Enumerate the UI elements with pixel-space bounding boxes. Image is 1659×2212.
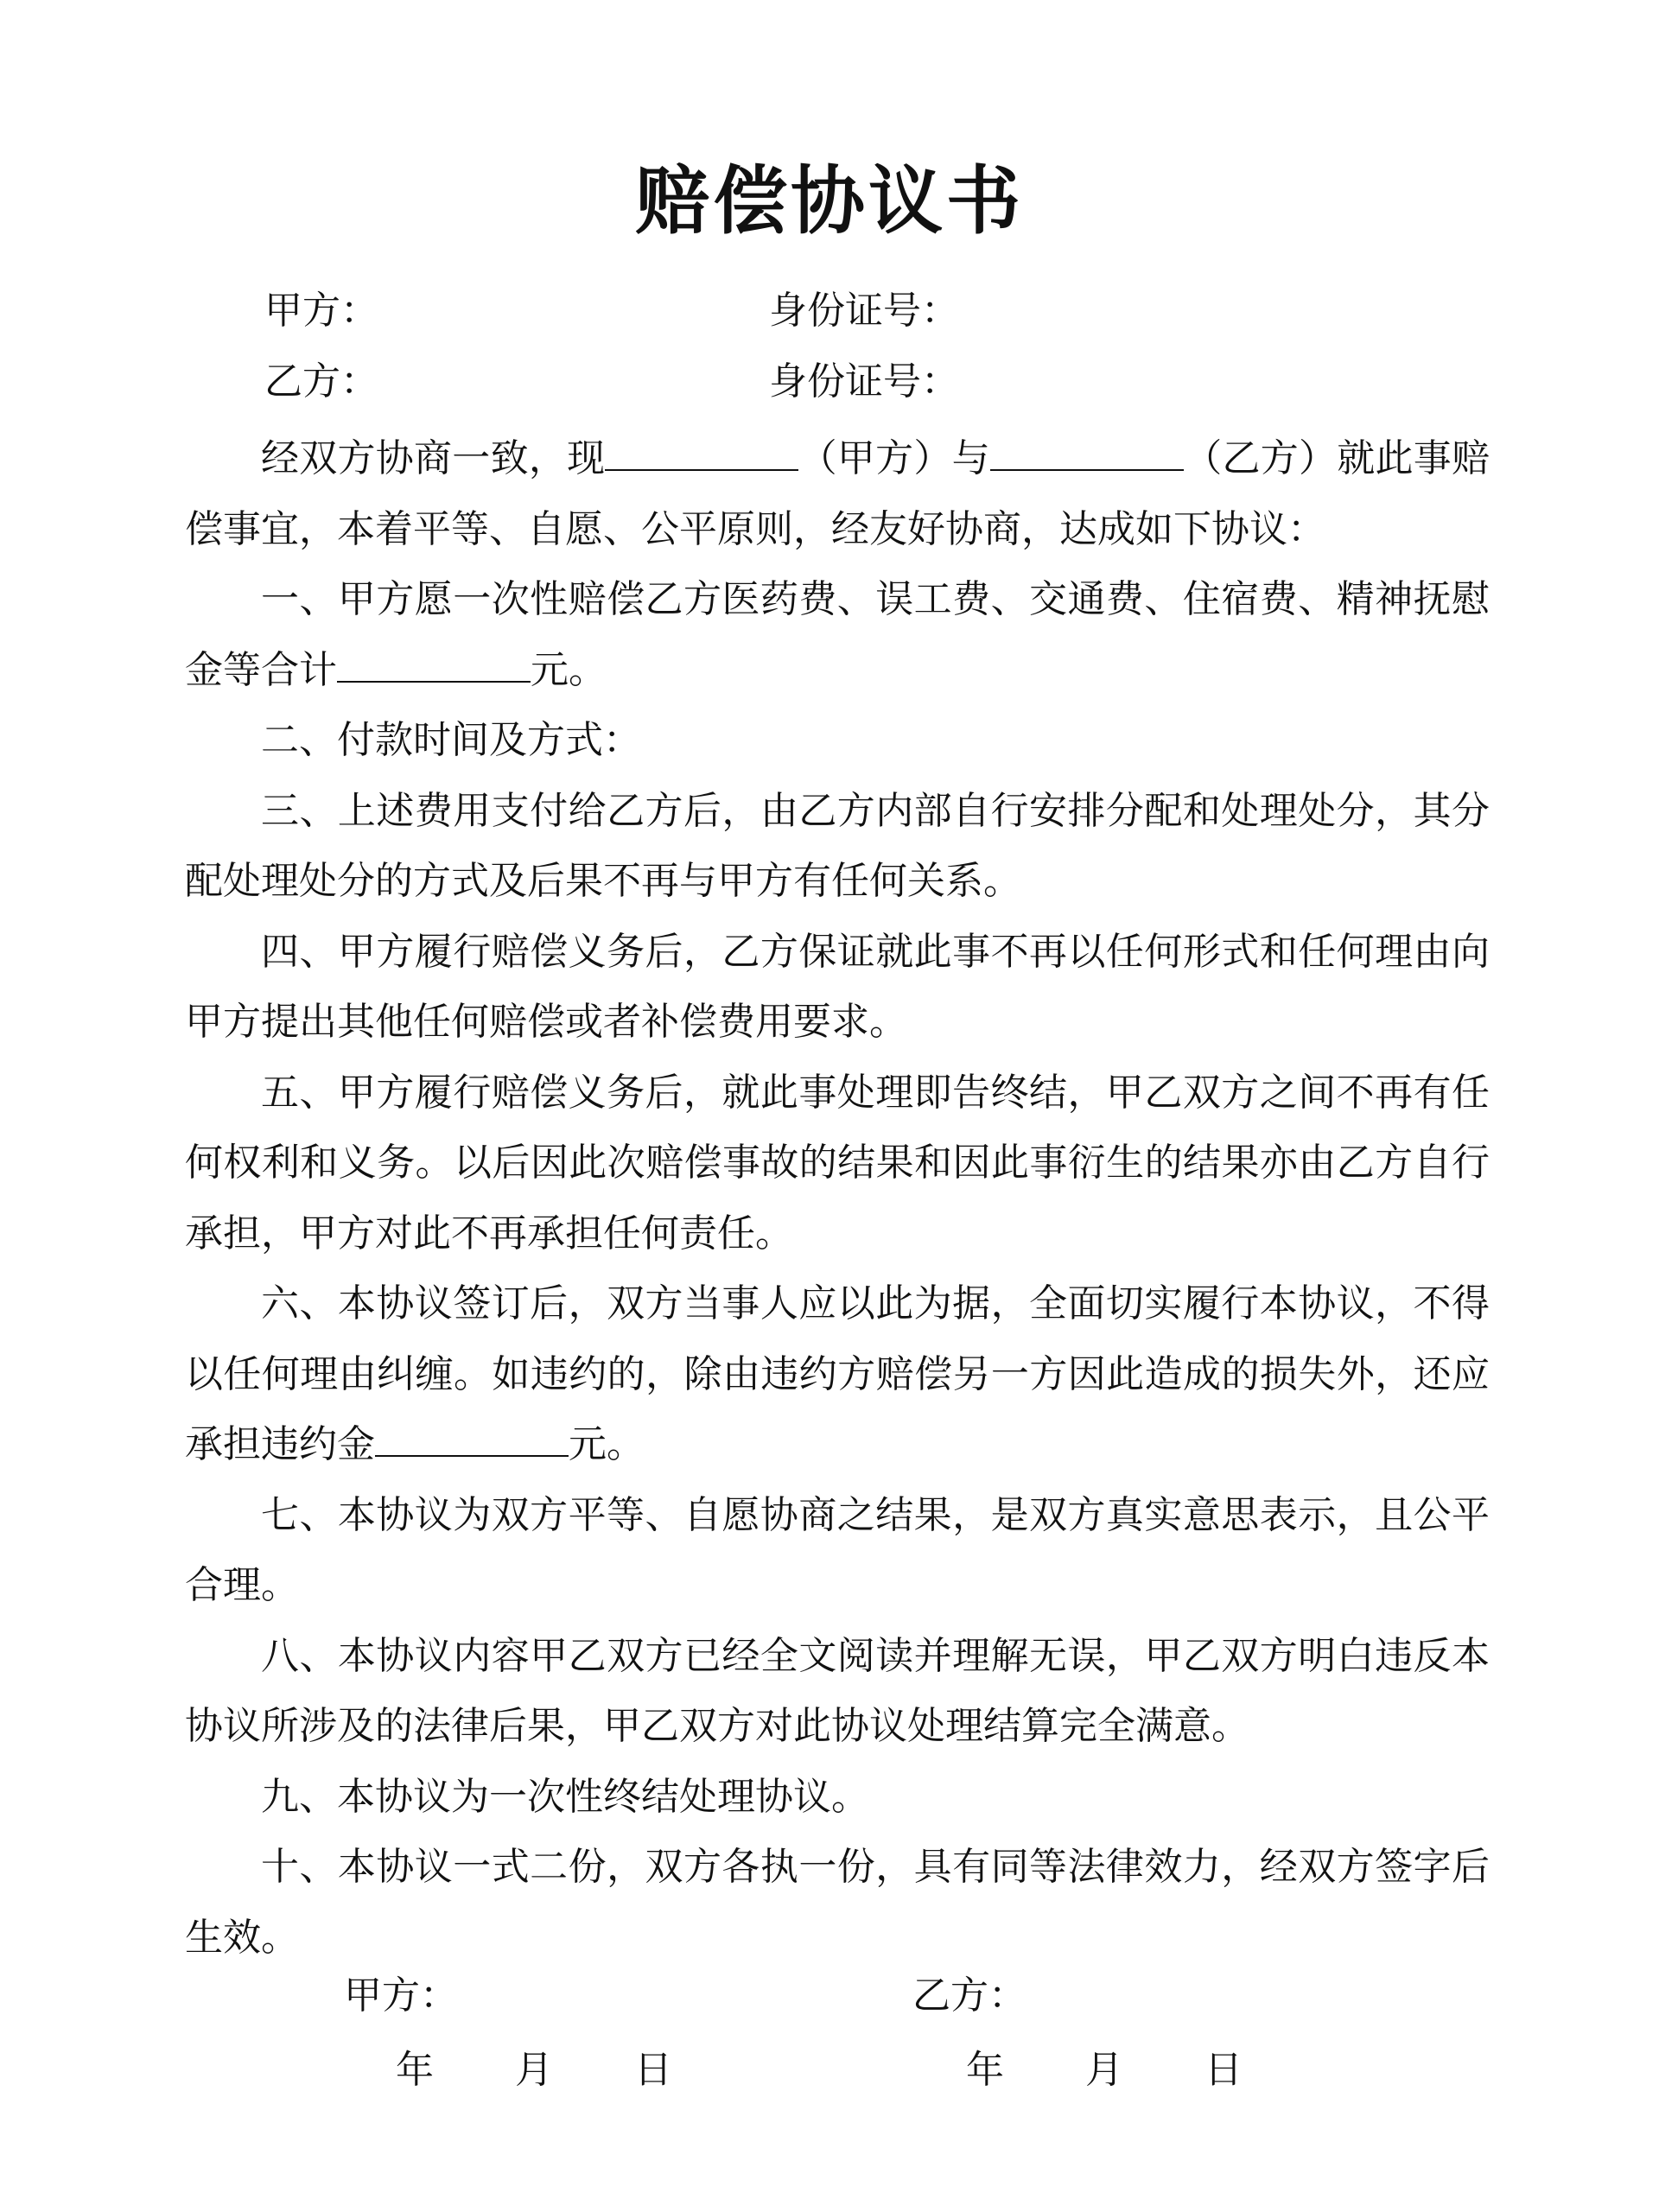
party-a-date-month: 月: [515, 2048, 553, 2092]
clause-6-text: 六、本协议签订后，双方当事人应以此为据，全面切实履行本协议，不得以任何理由纠缠。如违约的，除由违约方赔偿另一方因此造成的损失外，还应承担违约金: [185, 1281, 1490, 1466]
header-party-b-id-label: 身份证号：: [769, 359, 959, 404]
penalty-amount-blank: [375, 1421, 569, 1457]
clause-6-unit: 元。: [569, 1422, 645, 1466]
clause-10: 十、本协议一式二份，双方各执一份，具有同等法律效力，经双方签字后生效。: [185, 1845, 1490, 1960]
intro-paragraph: [185, 423, 1490, 564]
clause-3: 三、上述费用支付给乙方后，由乙方内部自行安排分配和处理处分，其分配处理处分的方式及后果不再与甲方有任何关系。: [185, 788, 1490, 903]
clause-6: [185, 1268, 1490, 1480]
clause-1-text: 一、甲方愿一次性赔偿乙方医药费、误工费、交通费、住宿费、精神抚慰金等合计: [185, 577, 1490, 692]
signature-party-b-label: 乙方：: [912, 1974, 1027, 2018]
party-b-date-year: 年: [966, 2048, 1004, 2092]
party-b-date-month: 月: [1085, 2048, 1123, 2092]
clause-7: 七、本协议为双方平等、自愿协商之结果，是双方真实意思表示，且公平合理。: [185, 1492, 1490, 1607]
party-a-date-day: 日: [634, 2048, 672, 2092]
header-party-a-id-label: 身份证号：: [769, 289, 959, 333]
compensation-amount-blank: [337, 646, 531, 683]
clause-8: 八、本协议内容甲乙双方已经全文阅读并理解无误，甲乙双方明白违反本协议所涉及的法律后果，甲乙双方对此协议处理结算完全满意。: [185, 1633, 1490, 1748]
clause-4: 四、甲方履行赔偿义务后，乙方保证就此事不再以任何形式和任何理由向甲方提出其他任何赔偿或者补偿费用要求。: [185, 929, 1490, 1044]
party-b-date-day: 日: [1205, 2048, 1243, 2092]
header-party-a-label: 甲方：: [264, 289, 378, 333]
agreement-body: [185, 423, 1490, 1973]
intro-text-1: 经双方协商一致，现: [261, 436, 606, 480]
clause-5: 五、甲方履行赔偿义务后，就此事处理即告终结，甲乙双方之间不再有任何权利和义务。以后因此次赔偿事故的结果和因此事衍生的结果亦由乙方自行承担，甲方对此不再承担任何责任。: [185, 1070, 1490, 1255]
header-party-b-label: 乙方：: [264, 359, 378, 404]
document-title: 赔偿协议书: [635, 158, 1024, 245]
party-a-date-year: 年: [396, 2048, 434, 2092]
party-b-name-blank: [990, 435, 1184, 471]
party-a-name-blank: [605, 435, 798, 471]
intro-text-2: （甲方）与: [798, 436, 990, 480]
clause-9: 九、本协议为一次性终结处理协议。: [261, 1774, 869, 1819]
clause-1: [185, 564, 1490, 705]
signature-party-a-label: 甲方：: [344, 1974, 458, 2018]
intro-text-3: （乙方）就此事赔偿事宜，本着平等、自愿、公平原则，经友好协商，达成如下协议：: [185, 436, 1491, 551]
clause-1-unit: 元。: [531, 647, 607, 692]
clause-2: 二、付款时间及方式：: [261, 718, 641, 762]
